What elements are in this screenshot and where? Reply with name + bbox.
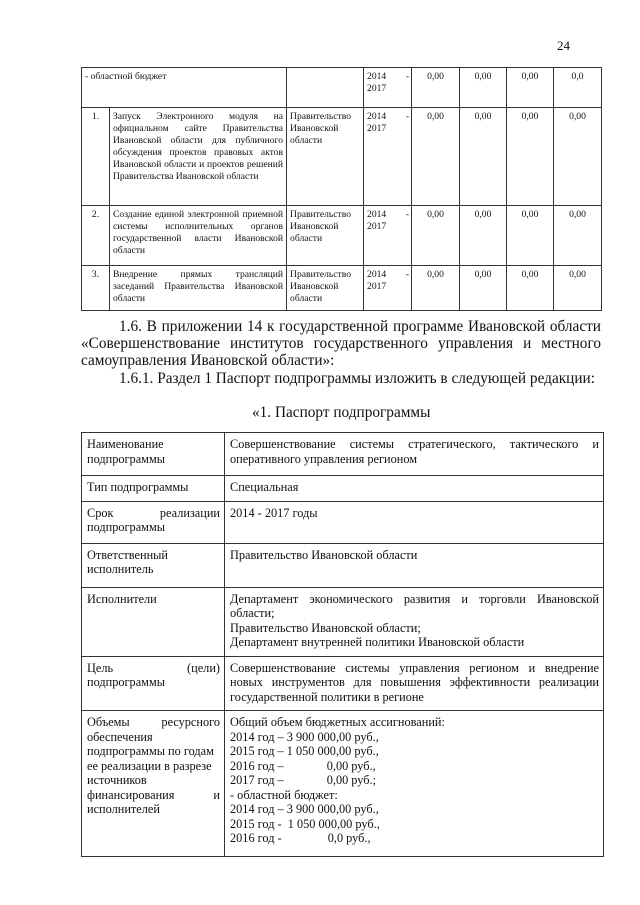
year-start: 2014 (367, 111, 387, 122)
year-start: 2014 (367, 209, 387, 220)
volumes-label-line: источников (87, 773, 147, 787)
amendment-paragraph: 1.6. В приложении 14 к государственной программе Ивановской области «Совершенствование институтов государственного управления и местного самоуправления Ивановской области»: (81, 318, 601, 369)
row-number: 2. (82, 206, 110, 266)
executor-cell (287, 68, 364, 108)
executor-cell: Правительство Ивановской области (287, 266, 364, 311)
volume-line: 2014 год – 3 900 000,00 руб., (230, 802, 379, 816)
term-label (82, 501, 225, 543)
volume-line: 2016 год – 0,00 руб., (230, 758, 376, 773)
table-row (82, 266, 602, 311)
volumes-label-line: ее реализации в разрезе (87, 758, 212, 773)
activity-text: Внедрение прямых трансляций заседаний Правительства Ивановской области (110, 266, 287, 311)
value-cell: 0,00 (507, 266, 554, 311)
row-number: 3. (82, 266, 110, 311)
year-end: 2017 (367, 123, 387, 134)
goal-label (82, 656, 225, 711)
year-start: 2014 (367, 71, 387, 82)
value-cell: 0,0 (554, 68, 602, 108)
years-cell (364, 68, 412, 108)
table-row (82, 206, 602, 266)
term-value: 2014 - 2017 годы (225, 501, 604, 543)
goal-label-line: подпрограммы (87, 675, 165, 689)
volumes-value (225, 711, 604, 857)
volumes-label-line: финансирования и (87, 787, 220, 802)
responsible-value: Правительство Ивановской области (225, 543, 604, 587)
years-dash: - (405, 269, 410, 280)
volume-line: 2016 год - 0,0 руб., (230, 831, 371, 845)
name-value: Совершенствование системы стратегического, тактического и оперативного управления регионом (225, 433, 604, 476)
value-cell: 0,00 (412, 266, 460, 311)
value-cell: 0,00 (412, 206, 460, 266)
executor-cell: Правительство Ивановской области (287, 108, 364, 206)
volume-line: 2015 год – 1 050 000,00 руб., (230, 744, 379, 758)
budget-source-cell: - областной бюджет (82, 68, 287, 108)
years-dash: - (405, 111, 410, 122)
passport-row-responsible (82, 543, 604, 587)
value-cell: 0,00 (554, 206, 602, 266)
executor-line: Департамент экономического развития и торговли Ивановской области; (230, 591, 599, 620)
responsible-label: Ответственный исполнитель (82, 543, 225, 587)
volume-line: 2017 год – 0,00 руб.; (230, 773, 377, 787)
value-cell: 0,00 (554, 108, 602, 206)
page-number: 24 (557, 38, 570, 53)
row-number: 1. (82, 108, 110, 206)
value-cell: 0,00 (460, 108, 507, 206)
value-cell: 0,00 (507, 108, 554, 206)
volumes-label-line: подпрограммы по годам (87, 744, 214, 758)
executors-label: Исполнители (82, 587, 225, 656)
value-cell: 0,00 (460, 266, 507, 311)
amendment-subparagraph: 1.6.1. Раздел 1 Паспорт подпрограммы изложить в следующей редакции: (119, 370, 595, 387)
executors-value (225, 587, 604, 656)
value-cell: 0,00 (554, 266, 602, 311)
volumes-label-line: Объемы ресурсного (87, 715, 220, 729)
volumes-label-line: обеспечения (87, 729, 153, 744)
volume-line: 2014 год – 3 900 000,00 руб., (230, 729, 379, 744)
executor-line: Правительство Ивановской области; (230, 620, 421, 635)
volume-line: - областной бюджет: (230, 787, 338, 802)
volume-line: Общий объем бюджетных ассигнований: (230, 715, 445, 729)
year-end: 2017 (367, 83, 387, 94)
goal-label-line: Цель (цели) (87, 660, 220, 675)
goal-value: Совершенствование системы управления регионом и внедрение новых инструментов для повышения эффективности реализации государственной политики в регионе (225, 656, 604, 711)
name-label: Наименование подпрограммы (82, 433, 225, 476)
year-end: 2017 (367, 281, 387, 292)
year-end: 2017 (367, 221, 387, 232)
table-row (82, 68, 602, 108)
value-cell: 0,00 (507, 68, 554, 108)
years-dash: - (405, 71, 410, 82)
value-cell: 0,00 (460, 206, 507, 266)
type-value: Специальная (225, 476, 604, 502)
executor-cell: Правительство Ивановской области (287, 206, 364, 266)
value-cell: 0,00 (507, 206, 554, 266)
volumes-label-line: исполнителей (87, 802, 160, 816)
years-cell (364, 108, 412, 206)
value-cell: 0,00 (412, 108, 460, 206)
years-cell (364, 266, 412, 311)
activities-table (81, 67, 602, 311)
passport-row-name (82, 433, 604, 476)
years-cell (364, 206, 412, 266)
section-heading: «1. Паспорт подпрограммы (252, 404, 431, 421)
passport-row-volumes (82, 711, 604, 857)
years-dash: - (405, 209, 410, 220)
volume-line: 2015 год - 1 050 000,00 руб., (230, 816, 380, 831)
passport-row-type (82, 476, 604, 502)
passport-row-goal (82, 656, 604, 711)
passport-row-term (82, 501, 604, 543)
executor-line: Департамент внутренней политики Ивановской области (230, 635, 525, 649)
type-label: Тип подпрограммы (82, 476, 225, 502)
value-cell: 0,00 (460, 68, 507, 108)
table-row (82, 108, 602, 206)
passport-table (81, 432, 604, 857)
volumes-label (82, 711, 225, 857)
year-start: 2014 (367, 269, 387, 280)
activity-text: Создание единой электронной приемной системы исполнительных органов государственной власти Ивановской области (110, 206, 287, 266)
term-label-line: подпрограммы (87, 520, 165, 534)
term-label-line: Срок реализации (87, 505, 220, 520)
passport-row-executors (82, 587, 604, 656)
activity-text: Запуск Электронного модуля на официальном сайте Правительства Ивановской области для публичного обсуждения проектов правовых актов Ивановской области и проектов решений Правительства Ивановской области (110, 108, 287, 206)
value-cell: 0,00 (412, 68, 460, 108)
